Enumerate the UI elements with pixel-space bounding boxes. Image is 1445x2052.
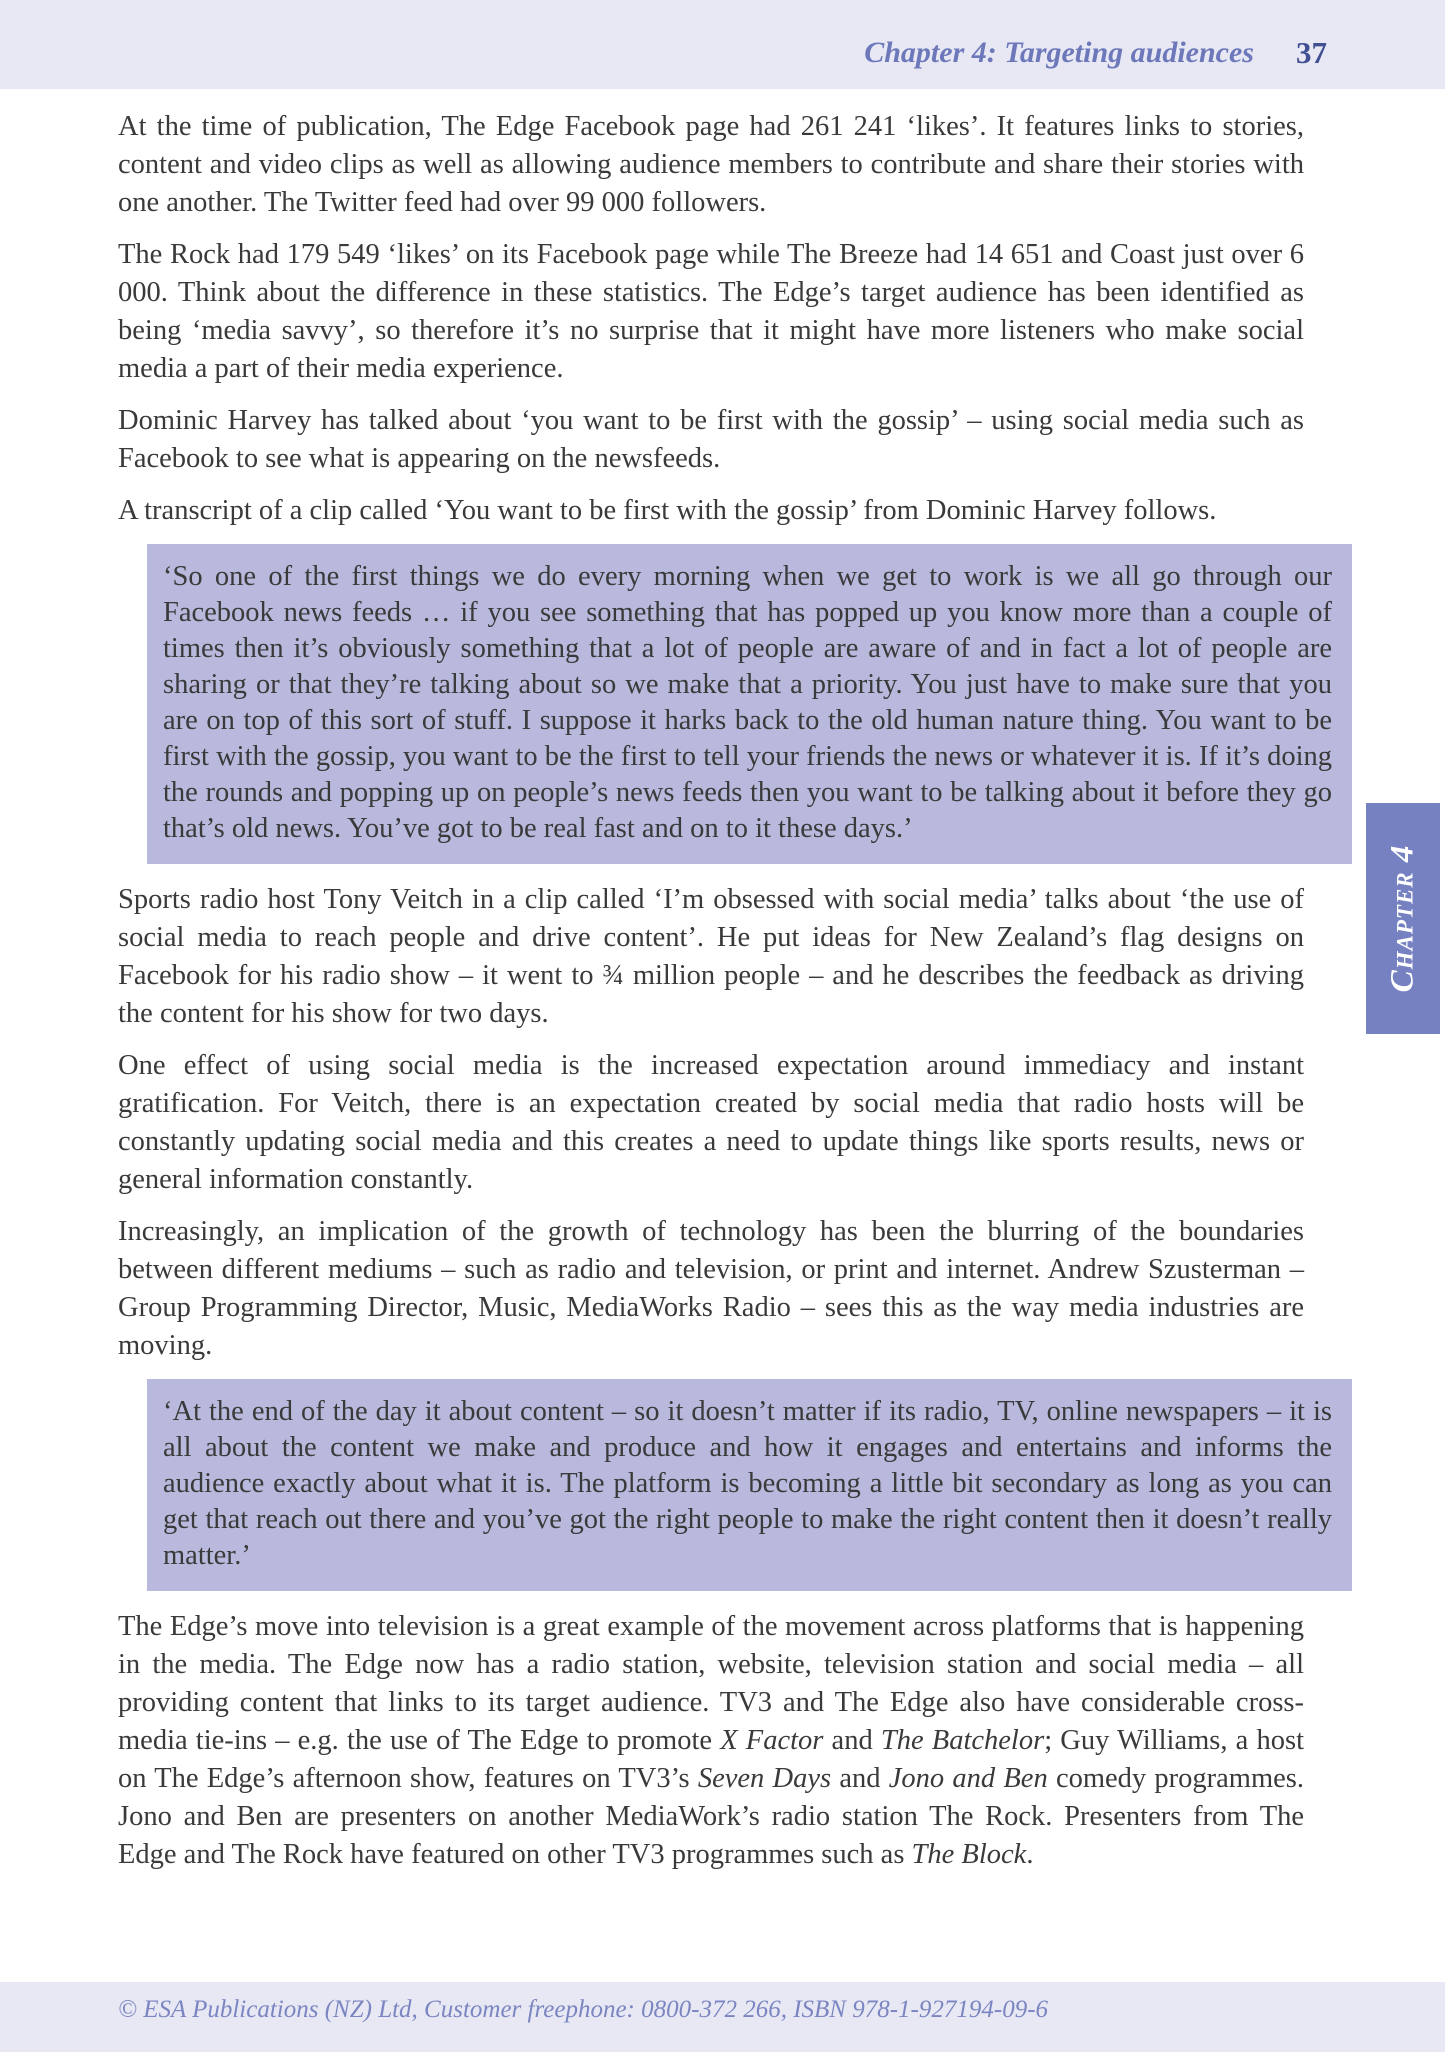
quote-box-1: ‘So one of the first things we do every morning when we get to work is we all go through our Facebook news feeds … if you see something that has popped up you know more than a couple of times then it’s obviously something that a lot of people are aware of and in fact a lot of people are sharing or that they’re talking about so we make that a priority. You just have to make sure that you are on top of this sort of stuff. I suppose it harks back to the old human nature thing. You want to be first with the gossip, you want to be the first to tell your friends the news or whatever it is. If it’s doing the rounds and popping up on people’s news feeds then you want to be talking about it before they go that’s old news. You’ve got to be real fast and on to it these days.’ [147, 544, 1352, 864]
page-number: 37 [1296, 34, 1327, 70]
body-paragraph-3: Dominic Harvey has talked about ‘you want to be first with the gossip’ – using social media such as Facebook to see what is appearing on the newsfeeds. [118, 405, 1304, 474]
body-paragraph-5: Sports radio host Tony Veitch in a clip called ‘I’m obsessed with social media’ talks about ‘the use of social media to reach people and drive content’. He put ideas for New Zealand’s flag designs on Facebook for his radio show – it went to ¾ million people – and he describes the feedback as driving the content for his show for two days. [118, 884, 1304, 1029]
body-paragraph-2: The Rock had 179 549 ‘likes’ on its Facebook page while The Breeze had 14 651 and Coast just over 6 000. Think about the difference in these statistics. The Edge’s target audience has been identified as being ‘media savvy’, so therefore it’s no surprise that it might have more listeners who make social media a part of their media experience. [118, 239, 1304, 384]
running-head: Chapter 4: Targeting audiences [864, 35, 1254, 69]
page-body [118, 89, 1352, 1888]
body-paragraph-6: One effect of using social media is the increased expectation around immediacy and instant gratification. For Veitch, there is an expectation created by social media that radio hosts will be constantly updating social media and this creates a need to update things like sports results, news or general information constantly. [118, 1050, 1304, 1195]
chapter-tab-label: Chapter 4 [1384, 844, 1421, 993]
body-paragraph-8: The Edge’s move into television is a great example of the movement across platforms that is happening in the media. The Edge now has a radio station, website, television station and social media – all providing content that links to its target audience. TV3 and The Edge also have considerable cross-media tie-ins – e.g. the use of The Edge to promote X Factor and The Batchelor; Guy Williams, a host on The Edge’s afternoon show, features on TV3’s Seven Days and Jono and Ben comedy programmes. Jono and Ben are presenters on another MediaWork’s radio station The Rock. Presenters from The Edge and The Rock have featured on other TV3 programmes such as The Block. [118, 1611, 1304, 1870]
footer-text: © ESA Publications (NZ) Ltd, Customer freephone: 0800-372 266, ISBN 978-1-927194-09-6 [118, 1996, 1049, 2023]
body-paragraph-7: Increasingly, an implication of the growth of technology has been the blurring of the boundaries between different mediums – such as radio and television, or print and internet. Andrew Szusterman – Group Programming Director, Music, MediaWorks Radio – sees this as the way media industries are moving. [118, 1216, 1304, 1361]
page-footer [0, 1982, 1445, 2052]
page-header [0, 0, 1445, 89]
chapter-tab [1366, 803, 1440, 1034]
body-paragraph-4: A transcript of a clip called ‘You want to be first with the gossip’ from Dominic Harvey follows. [118, 495, 1217, 526]
quote-box-2: ‘At the end of the day it about content – so it doesn’t matter if its radio, TV, online newspapers – it is all about the content we make and produce and how it engages and entertains and informs the audience exactly about what it is. The platform is becoming a little bit secondary as long as you can get that reach out there and you’ve got the right people to make the right content then it doesn’t really matter.’ [147, 1379, 1352, 1591]
body-paragraph-1: At the time of publication, The Edge Facebook page had 261 241 ‘likes’. It features links to stories, content and video clips as well as allowing audience members to contribute and share their stories with one another. The Twitter feed had over 99 000 followers. [118, 111, 1304, 218]
